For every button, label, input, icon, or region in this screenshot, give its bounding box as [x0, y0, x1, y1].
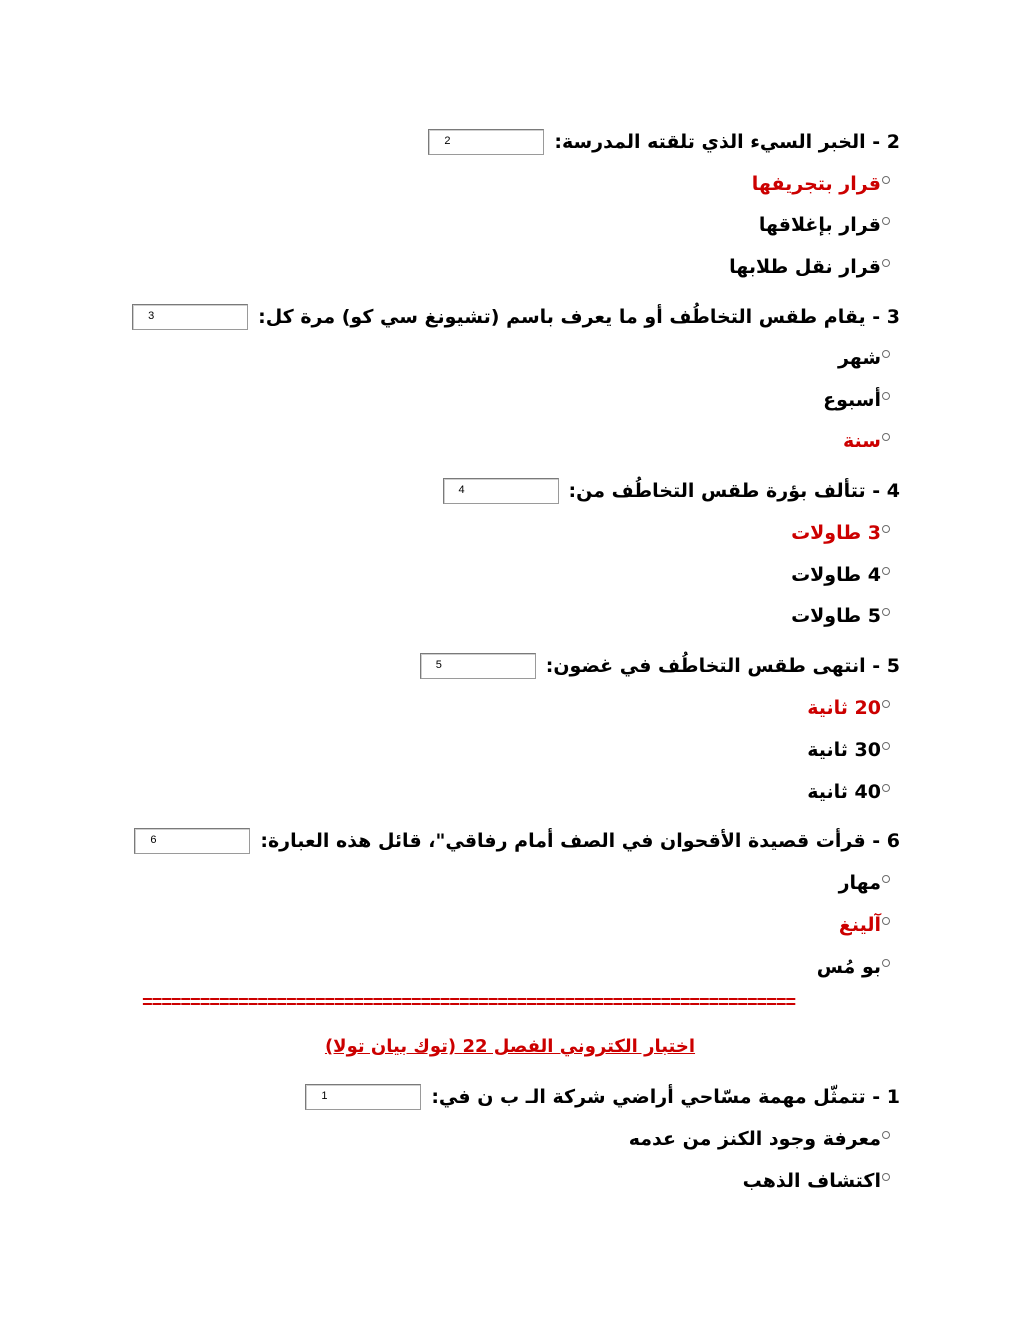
radio-button-icon[interactable] [882, 1131, 890, 1139]
answer-input[interactable]: 5 [420, 653, 536, 679]
option-radio[interactable] [729, 254, 890, 280]
option-radio[interactable] [839, 912, 890, 938]
answer-input[interactable]: 6 [134, 828, 250, 854]
radio-button-icon[interactable] [882, 259, 890, 267]
question-6 [134, 826, 900, 856]
option-radio[interactable] [629, 1126, 890, 1152]
option-radio[interactable] [759, 212, 890, 238]
option-label: قرار بتجريفها [751, 173, 881, 195]
option-radio[interactable] [843, 428, 890, 454]
option-label: 4 طاولات [791, 564, 881, 586]
radio-button-icon[interactable] [882, 700, 890, 708]
answer-input[interactable]: 3 [132, 304, 248, 330]
answer-input[interactable]: 4 [443, 478, 559, 504]
option-label: أسبوع [823, 389, 881, 411]
radio-button-icon[interactable] [882, 350, 890, 358]
radio-button-icon[interactable] [882, 217, 890, 225]
radio-button-icon[interactable] [882, 176, 890, 184]
option-radio[interactable] [823, 387, 890, 413]
option-label: 5 طاولات [791, 605, 881, 627]
radio-button-icon[interactable] [882, 959, 890, 967]
option-radio[interactable] [752, 171, 890, 197]
question-5 [420, 651, 900, 681]
option-label: معرفة وجود الكنز من عدمه [628, 1128, 881, 1150]
radio-button-icon[interactable] [882, 567, 890, 575]
radio-button-icon[interactable] [882, 917, 890, 925]
section-title: اختبار الكتروني الفصل 22 (توك بيان تولا) [324, 1036, 696, 1057]
option-label: شهر [837, 347, 881, 369]
option-label: 30 ثانية [807, 739, 881, 761]
option-label: مهار [838, 872, 881, 894]
option-radio[interactable] [817, 954, 890, 980]
option-radio[interactable] [807, 737, 890, 763]
option-radio[interactable] [807, 695, 890, 721]
question-text: 1 - تتمثّل مهمة مسّاحي أراضي شركة الـ ب ن في: [431, 1086, 900, 1108]
answer-input[interactable]: 2 [428, 129, 544, 155]
option-radio[interactable] [791, 520, 890, 546]
answer-input[interactable]: 1 [305, 1084, 421, 1110]
option-label: قرار نقل طلابها [729, 256, 881, 278]
question-1 [305, 1082, 900, 1112]
radio-button-icon[interactable] [882, 392, 890, 400]
option-radio[interactable] [791, 562, 890, 588]
option-radio[interactable] [743, 1168, 890, 1194]
radio-button-icon[interactable] [882, 742, 890, 750]
question-4 [443, 476, 900, 506]
option-radio[interactable] [807, 779, 890, 805]
question-2 [428, 127, 900, 157]
question-3 [132, 302, 900, 332]
option-radio[interactable] [839, 870, 890, 896]
option-radio[interactable] [791, 603, 890, 629]
option-radio[interactable] [838, 345, 890, 371]
question-text: 4 - تتألف بؤرة طقس التخاطُف من: [568, 480, 900, 502]
question-text: 2 - الخبر السيء الذي تلقته المدرسة: [554, 131, 900, 153]
radio-button-icon[interactable] [882, 784, 890, 792]
option-label: بو مُس [816, 956, 881, 978]
radio-button-icon[interactable] [882, 875, 890, 883]
radio-button-icon[interactable] [882, 525, 890, 533]
radio-button-icon[interactable] [882, 433, 890, 441]
option-label: آلينغ [838, 914, 881, 936]
radio-button-icon[interactable] [882, 608, 890, 616]
option-label: اكتشاف الذهب [742, 1170, 881, 1192]
option-label: 3 طاولات [791, 522, 881, 544]
radio-button-icon[interactable] [882, 1173, 890, 1181]
option-label: 40 ثانية [807, 781, 881, 803]
question-text: 5 - انتهى طقس التخاطُف في غضون: [545, 655, 900, 677]
section-divider: ==================================================================== [142, 994, 795, 1014]
question-text: 3 - يقام طقس التخاطُف أو ما يعرف باسم (تشيونغ سي كو) مرة كل: [258, 306, 900, 328]
option-label: 20 ثانية [807, 697, 881, 719]
question-text: 6 - قرأت قصيدة الأقحوان في الصف أمام رفاقي"، قائل هذه العبارة: [260, 830, 900, 852]
option-label: قرار بإغلاقها [758, 214, 881, 236]
option-label: سنة [843, 430, 881, 452]
